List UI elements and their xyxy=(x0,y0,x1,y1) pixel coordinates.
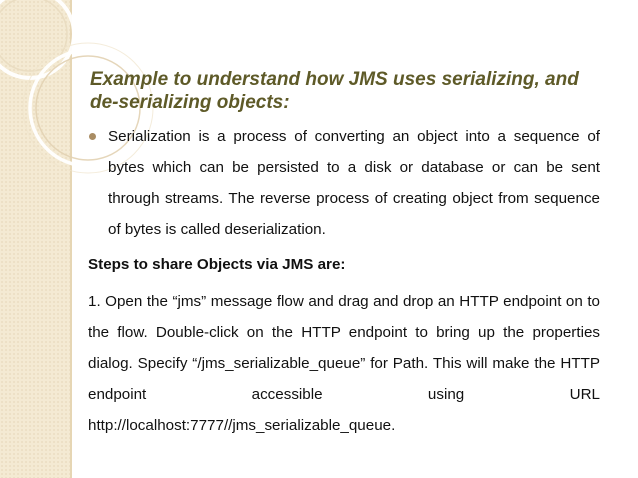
steps-heading: Steps to share Objects via JMS are: xyxy=(88,256,346,273)
slide-title: Example to understand how JMS uses serializing, and de-serializing objects: xyxy=(90,69,579,113)
bullet-item xyxy=(88,121,600,245)
bullet-dot-icon xyxy=(89,133,96,140)
step-1-paragraph: 1. Open the “jms” message flow and drag and drop an HTTP endpoint on to the flow. Double-click on the HTTP endpoint to bring up the properties dialog. Specify “/jms_serializable_queue” for Path. This will make the HTTP endpoint accessible using URL http://localhost:7777//jms_serializable_queue. xyxy=(88,293,600,434)
bullet-text: Serialization is a process of converting an object into a sequence of bytes which can be persisted to a disk or database or can be sent through streams. The reverse process of creating object from sequence of bytes is called deserialization. xyxy=(108,128,600,238)
slide-content xyxy=(88,121,600,441)
